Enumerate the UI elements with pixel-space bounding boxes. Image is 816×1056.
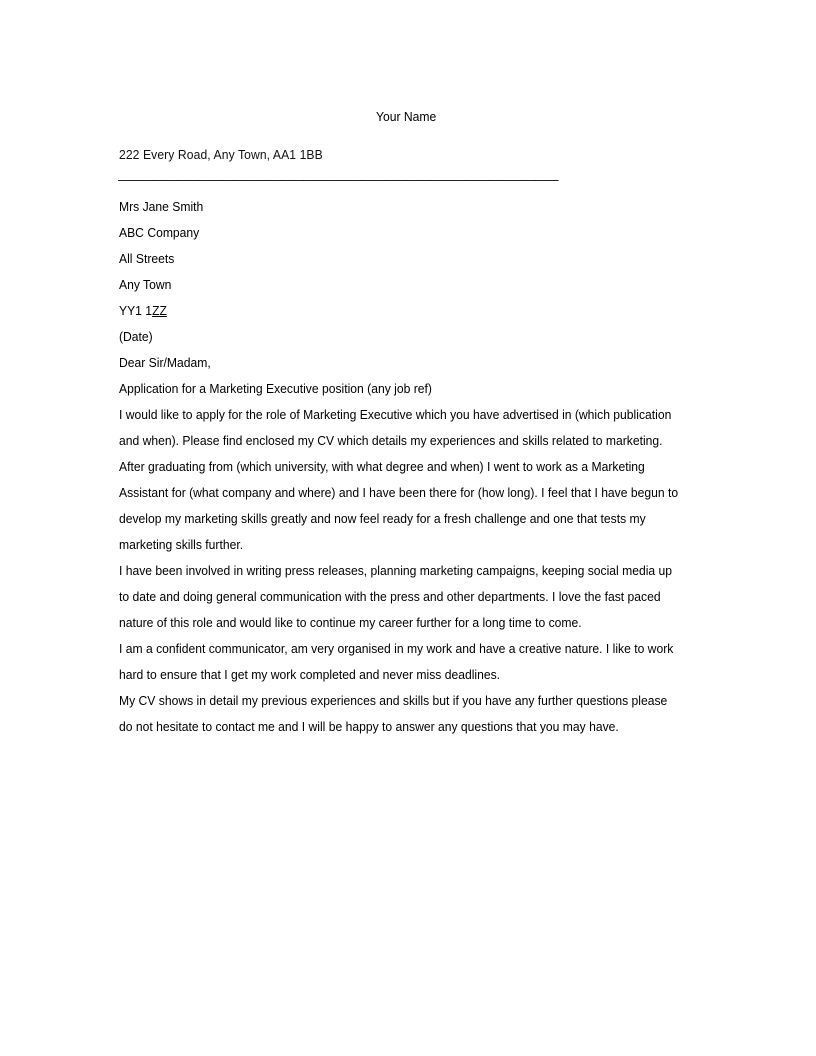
recipient-line-postcode <box>119 298 634 324</box>
recipient-line-company: ABC Company <box>119 225 200 240</box>
body-paragraph: My CV shows in detail my previous experiences and skills but if you have any further questions please do not hesitate to contact me and I will be happy to answer any questions that you may have. <box>119 693 668 734</box>
recipient-line-town: Any Town <box>119 277 172 292</box>
postcode-spellcheck-flagged: ZZ <box>152 303 167 318</box>
body-paragraph: I have been involved in writing press releases, planning marketing campaigns, keeping social media up to date and doing general communication with the press and other departments. I love the fast paced nature of this role and would like to continue my career further for a long time to come. <box>119 563 673 630</box>
horizontal-divider <box>118 170 678 190</box>
subject-line: Application for a Marketing Executive position (any job ref) <box>119 381 432 396</box>
sender-address-line: 222 Every Road, Any Town, AA1 1BB <box>119 147 323 162</box>
sender-name: Your Name <box>376 109 437 124</box>
postcode-prefix: YY1 1 <box>119 303 153 318</box>
divider-dashes: —————————————————————————————————————— <box>118 172 559 187</box>
recipient-address-block <box>119 194 679 324</box>
body-paragraph: I would like to apply for the role of Marketing Executive which you have advertised in (which publication and when). Please find enclosed my CV which details my experiences and skills related to marketing. <box>119 407 672 448</box>
letter-meta-block <box>119 324 679 402</box>
recipient-line-name: Mrs Jane Smith <box>119 199 204 214</box>
recipient-line-street: All Streets <box>119 251 175 266</box>
letter-body <box>119 402 681 740</box>
body-paragraph: I am a confident communicator, am very organised in my work and have a creative nature. I like to work hard to ensure that I get my work completed and never miss deadlines. <box>119 641 674 682</box>
date-line: (Date) <box>119 329 153 344</box>
body-paragraph: After graduating from (which university, with what degree and when) I went to work as a Marketing Assistant for (what company and where) and I have been there for (how long). I feel that I have begun to develop my marketing skills greatly and now feel ready for a fresh challenge and one that tests my marketing skills further. <box>119 459 679 552</box>
salutation-line: Dear Sir/Madam, <box>119 355 211 370</box>
letterhead <box>119 106 679 128</box>
